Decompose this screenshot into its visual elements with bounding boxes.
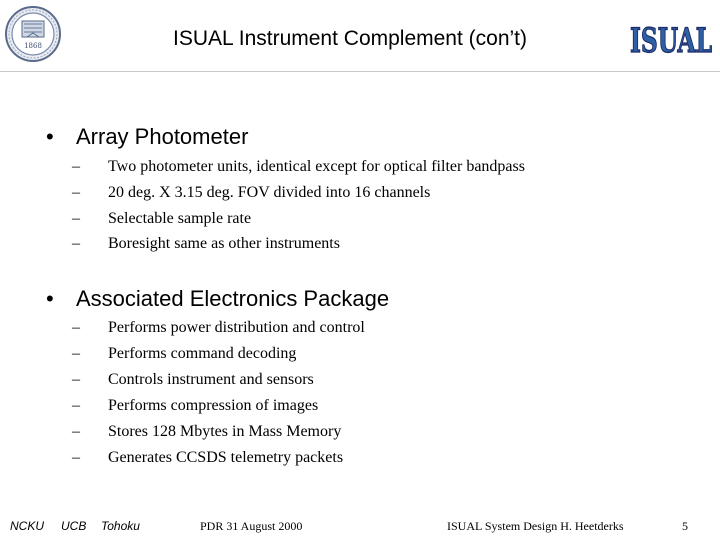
bullet-heading bbox=[46, 286, 389, 312]
university-seal-logo bbox=[5, 6, 61, 62]
sub-item-text: Selectable sample rate bbox=[108, 210, 252, 227]
dash-marker: – bbox=[72, 158, 80, 175]
sub-item-text: Performs compression of images bbox=[108, 397, 319, 414]
sub-item bbox=[72, 184, 430, 202]
svg-text:ISUAL: ISUAL bbox=[630, 21, 713, 61]
header-divider bbox=[0, 71, 720, 72]
footer-page-number: 5 bbox=[682, 519, 688, 533]
bullet-marker: • bbox=[46, 286, 54, 311]
sub-item bbox=[72, 210, 251, 228]
sub-item bbox=[72, 319, 365, 337]
slide-title: ISUAL Instrument Complement (con’t) bbox=[172, 27, 528, 50]
sub-item bbox=[72, 235, 340, 253]
bullet-heading-text: Associated Electronics Package bbox=[76, 286, 390, 311]
sub-item bbox=[72, 423, 341, 441]
dash-marker: – bbox=[72, 345, 80, 362]
footer-org-ucb: UCB bbox=[61, 519, 87, 533]
sub-item bbox=[72, 397, 318, 415]
sub-item-text: Generates CCSDS telemetry packets bbox=[108, 449, 344, 466]
sub-item-text: Performs power distribution and control bbox=[108, 319, 365, 336]
isual-wordmark-logo bbox=[628, 16, 714, 62]
footer-review-date: PDR 31 August 2000 bbox=[200, 519, 303, 533]
sub-item-text: Controls instrument and sensors bbox=[108, 371, 314, 388]
dash-marker: – bbox=[72, 423, 80, 440]
svg-text:1868: 1868 bbox=[24, 42, 42, 50]
sub-item bbox=[72, 371, 314, 389]
bullet-heading-text: Array Photometer bbox=[76, 124, 249, 149]
bullet-marker: • bbox=[46, 124, 54, 149]
sub-item-text: 20 deg. X 3.15 deg. FOV divided into 16 channels bbox=[108, 184, 431, 201]
sub-item bbox=[72, 449, 343, 467]
bullet-heading bbox=[46, 124, 248, 150]
footer-org-ncku: NCKU bbox=[10, 519, 45, 533]
sub-item bbox=[72, 158, 525, 176]
dash-marker: – bbox=[72, 184, 80, 201]
dash-marker: – bbox=[72, 449, 80, 466]
dash-marker: – bbox=[72, 371, 80, 388]
dash-marker: – bbox=[72, 397, 80, 414]
sub-item-text: Performs command decoding bbox=[108, 345, 297, 362]
sub-item bbox=[72, 345, 296, 363]
footer-document: ISUAL System Design H. Heetderks bbox=[447, 519, 624, 533]
footer-org-tohoku: Tohoku bbox=[101, 519, 140, 533]
sub-item-text: Boresight same as other instruments bbox=[108, 235, 340, 252]
sub-item-text: Two photometer units, identical except for optical filter bandpass bbox=[108, 158, 525, 175]
dash-marker: – bbox=[72, 235, 80, 252]
sub-item-text: Stores 128 Mbytes in Mass Memory bbox=[108, 423, 342, 440]
dash-marker: – bbox=[72, 210, 80, 227]
dash-marker: – bbox=[72, 319, 80, 336]
